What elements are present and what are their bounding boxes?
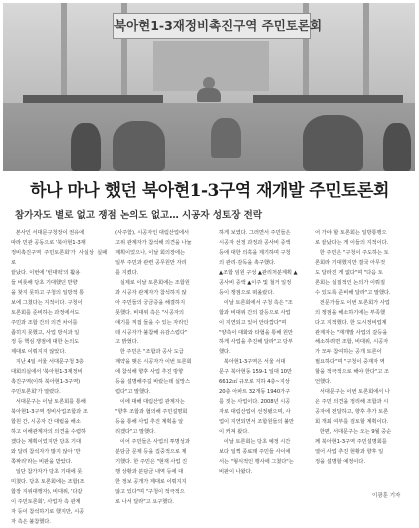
photo-audience-member	[71, 123, 101, 171]
photo-audience-member	[113, 121, 165, 171]
article-column-2: (사주함), 시공자인 대림산업에서 고위 관계자가 참석해 의견을 나눌 계획이었으나, 이날 회의장에는 일부 주민과 관련 공무원만 자리 를 지켰다. 실제로 이날 토론회에는 조합원 과 시공자 관계자가 참석하지 않 아 주민들의 궁금증을 해결하지 못했다. 비대위 측은 "시공자의 얘기를 직접 들을 수 있는 자리인 데 시공자가 불참해 유감스럽다" 고 밝혔다. 한 주민은 "조합과 공사 도급 계약을 맺은 시공자가 이번 토론회 에 참석해 향후 사업 추진 방향 등을 설명해주길 바랐는데 실망스 럽다"고 말했다. 이에 대해 대림산업 관계자는 "향후 조합과 협의해 주민설명회 등을 통해 사업 추진 계획을 알 리겠다"고 말했다. 이어 주민들은 사업의 투명성과 분담금 문제 등을 집중적으로 제 기했다. 한 주민은 "현재 사업 진 행 상황과 분담금 내역 등에 대 한 정보 공개가 제대로 이뤄지지 않고 있다"며 "구청이 적극적으 로 나서 달라"고 요구했다.	[115, 230, 192, 505]
photo-audience-member	[303, 115, 363, 171]
article-subhead: 참가자도 별로 없고 쟁점 논의도 없고… 시공자 성토장 전락	[15, 210, 263, 221]
photo-beam	[363, 3, 369, 103]
photo-audience-member	[383, 123, 411, 171]
photo-audience-member	[211, 118, 241, 158]
forum-photo	[3, 3, 415, 171]
photo-beam	[61, 3, 67, 103]
article-column-4: 어 가야 할 토론회는 일방통행으 로 끝났다는 게 이들의 지적이다. 한 주민은 "구청이 주도하는 토 론회라 기대했지만 결국 아무것 도 달라진 게 없다"며 "다음 토 론회는 실질적인 논의가 이뤄질 수 있도록 준비해 달라"고 말했다. 전문가들도 이번 토론회가 사업 의 쟁점을 해소하기에는 부족했 다고 지적했다. 한 도시정비업계 관계자는 "재개발 사업의 갈등을 해소하려면 조합, 비대위, 시공자 가 모두 참여하는 공개 토론이 필요하다"며 "구청이 중재자 역 할을 적극적으로 해야 한다"고 조 언했다. 서대문구는 이번 토론회에서 나 온 주민 의견을 정리해 조합과 시 공자에 전달하고, 향후 추가 토론 회 개최 여부를 검토할 계획이다. 한편, 서대문구는 오는 9월 중순 께 북아현1-3구역 주민설명회를 열어 사업 추진 현황과 향후 일 정을 설명할 예정이다.	[315, 230, 392, 465]
photo-speaker	[197, 88, 221, 102]
photo-banner: 북아현1-3재정비촉진구역 주민토론회	[113, 13, 311, 39]
article-column-1: 본사인 서대문구청장이 권유에 따라 민관 공동으로 '북아현1-3재 정비촉진구역 주민토론회'가 사실상 실패로 끝났다. 이번에 '빈대떡'의 활용 들 비롯해 당초 기대했던 반향 을 찾지 못하고 구청의 일방적 통 보에 그쳤다는 지적이다. 구청이 토론회를 준비하는 과정에서도 주민과 조합 간의 의견 차이를 좁히지 못했고, 사업 방식과 일 정 등 핵심 쟁점에 대한 논의도 제대로 이뤄지지 않았다. 지난 4일 서울 서대문구청 3층 대회의실에서 '북아현1-3재정비 촉진구역(이하 북아현1-3구역) 주민토론회'가 열렸다. 서대문구는 이날 토론회를 통해 북아현1-3구역 정비사업조합과 조 합원 간, 시공자 간 대립을 해소 하고 이해관계자의 의견을 수렴하 겠다는 계획이었지만 당초 기대 와 달리 참석자가 많지 않아 '반 쪽짜리'라는 비판을 받았다. 일단 참가자가 당초 기대에 못 미쳤다. 당초 토론회에는 조합(조 합장 지위대행자), 비대위, '다같 이 주민토론회', 사업자 측 관계 자 등이 참석하기로 했지만, 시공 자 측은 불참했다.	[11, 230, 107, 525]
article-byline: 이광훈 기자	[372, 493, 401, 499]
article-headline: 하나 마나 했던 북아현1-3구역 재개발 주민토론회	[30, 181, 389, 201]
article-column-3: 하게 보였다. 그러면서 주민들은 시공자 선정 과정과 공사비 증액 등에 대한 의혹을 제기하며 구청 의 관리·감독을 촉구했다. ▲조합 임원 구성 ▲관리처분계획 ▲ 공사비 증액 ▲이주 및 철거 일정 등이 쟁점으로 떠올랐다. 이날 토론회에서 구청 측은 "조 합과 비대위 간의 갈등으로 사업 이 지연되고 있어 안타깝다"며 "양측이 대화와 타협을 통해 원만 하게 사업을 추진해 달라"고 당부 했다. 북아현1-3구역은 서울 서대 문구 북아현동 159-1 일대 10만 6612㎡ 규모로 지하 4층~지상 20층 아파트 32개동 1940가구 를 짓는 사업이다. 2008년 시공 자로 대림산업이 선정됐으며, 사 업이 지연되면서 조합원들의 불만 이 커져 왔다. 이날 토론회는 당초 예정 시간 보다 일찍 종료돼 주민들 사이에 서는 "형식적인 행사에 그쳤다"는 비판이 나왔다.	[219, 230, 298, 475]
